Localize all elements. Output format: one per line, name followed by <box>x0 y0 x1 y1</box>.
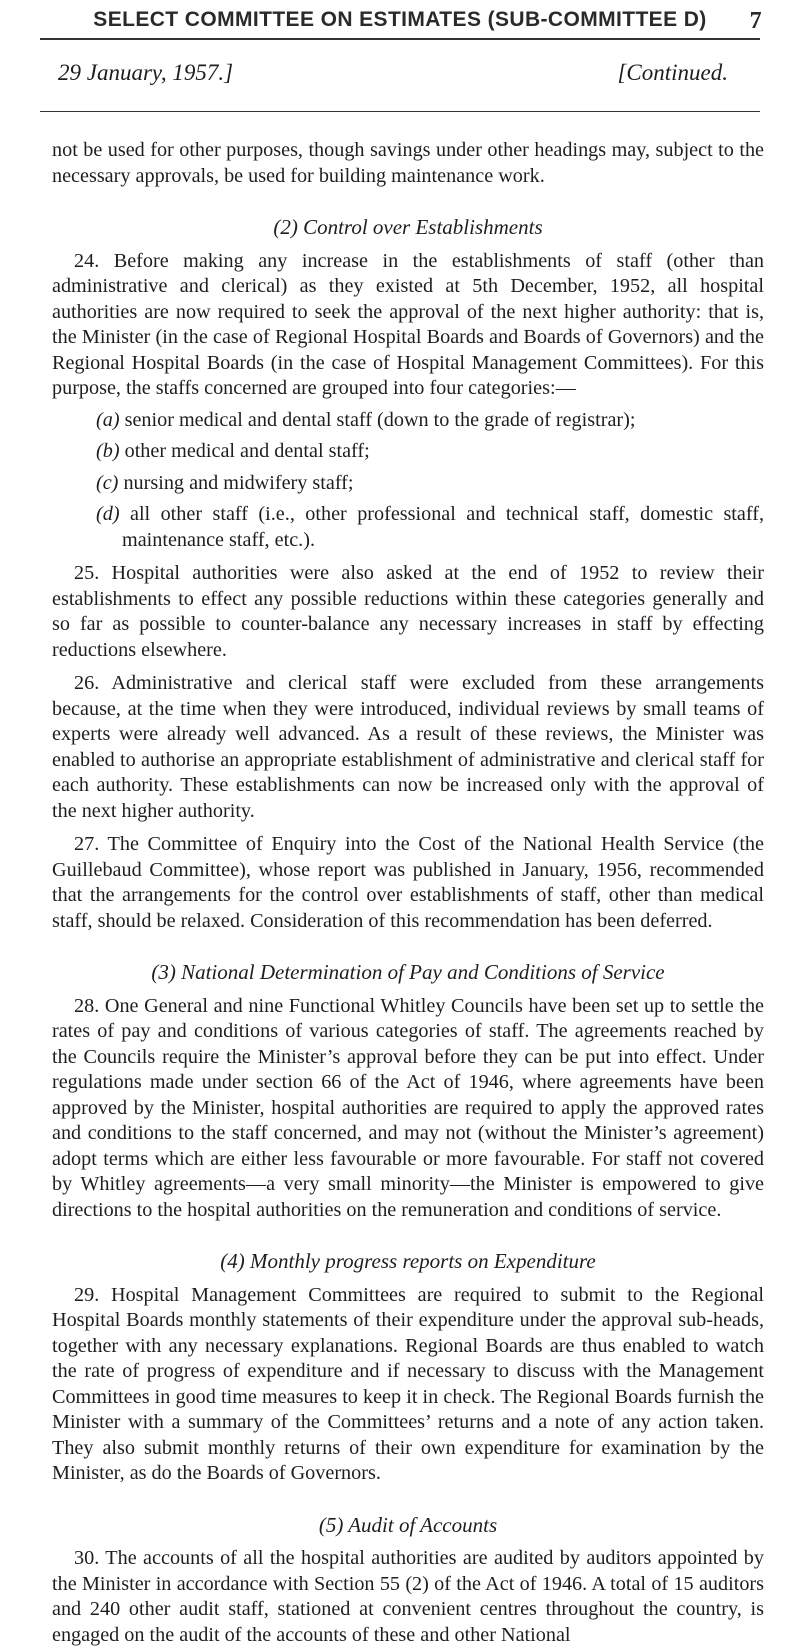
list-item-text: other medical and dental staff; <box>124 440 370 462</box>
list-item-text: all other staff (i.e., other professional and technical staff, domestic staff, maintenance staff, etc.). <box>122 503 765 551</box>
list-item-label: (a) <box>96 408 120 431</box>
document-body <box>52 138 764 1648</box>
paragraph-27: 27. The Committee of Enquiry into the Cost of the National Health Service (the Guillebaud Committee), whose report was published in January, 1956, recommended that the arrangements for the control over establishments of staff, other than medical staff, should be relaxed. Consideration of this recommendation has been deferred. <box>52 833 764 932</box>
list-item-text: senior medical and dental staff (down to the grade of registrar); <box>124 408 636 431</box>
paragraph-29: 29. Hospital Management Committees are required to submit to the Regional Hospital Boards monthly statements of their expenditure under the approval sub-heads, together with any necessary explanations. Regional Boards are thus enabled to watch the rate of progress of expenditure and if necessary to discuss with the Management Committees in good time measures to keep it in check. The Regional Boards furnish the Minister with a summary of the Committees’ returns and a note of any action taken. They also submit monthly returns of their own expenditure for examination by the Minister, as do the Boards of Governors. <box>52 1283 764 1484</box>
section-heading-control-establishments: (2) Control over Establishments <box>273 215 543 239</box>
list-item-label: (c) <box>96 471 119 494</box>
running-head <box>0 8 800 32</box>
continued-label: [Continued. <box>617 60 728 85</box>
list-item <box>52 439 764 465</box>
running-head-title: SELECT COMMITTEE ON ESTIMATES (SUB-COMMITTEE D) <box>93 8 707 31</box>
date-line <box>58 60 758 86</box>
paragraph-26: 26. Administrative and clerical staff were excluded from these arrangements because, at the time when they were introduced, individual reviews by small teams of experts were already well advanced. As a result of these reviews, the Minister was enabled to authorise an appropriate establishment of administrative and clerical staff for each authority. These establishments can now be increased only with the approval of the next higher authority. <box>52 672 764 822</box>
paragraph-30: 30. The accounts of all the hospital authorities are audited by auditors appointed by the Minister in accordance with Section 55 (2) of the Act of 1946. A total of 15 auditors and 240 other audit staff, stationed at convenient centres throughout the country, is engaged on the audit of the accounts of these and other National <box>52 1547 764 1646</box>
header-rule-top <box>40 38 760 40</box>
list-item <box>52 471 764 497</box>
list-item-label: (b) <box>96 440 120 462</box>
section-heading-pay-conditions: (3) National Determination of Pay and Conditions of Service <box>151 960 665 984</box>
list-item <box>52 408 764 434</box>
list-item <box>52 502 764 553</box>
section-heading-audit: (5) Audit of Accounts <box>318 1512 498 1537</box>
page-number: 7 <box>749 8 762 34</box>
paragraph-24: 24. Before making any increase in the establishments of staff (other than administrative and clerical) as they existed at 5th December, 1952, all hospital authorities are now required to seek the approval of the next higher authority: that is, the Minister (in the case of Regional Hospital Boards and Boards of Governors) and the Regional Hospital Boards (in the case of Hospital Management Committees). For this purpose, the staffs concerned are grouped into four categories:— <box>52 249 764 399</box>
intro-paragraph: not be used for other purposes, though savings under other headings may, subject to the necessary approvals, be used for building maintenance work. <box>52 139 764 187</box>
paragraph-28: 28. One General and nine Functional Whitley Councils have been set up to settle the rates of pay and conditions of various categories of staff. The agreements reached by the Councils require the Minister’s approval before they can be put into effect. Under regulations made under section 66 of the Act of 1946, where agreements have been approved by the Minister, hospital authorities are required to apply the approved rates and conditions to the staff concerned, and may not (without the Minister’s agreement) adopt terms which are either less favourable or more favourable. For staff not covered by Whitley agreements—a very small minority—the Minister is empowered to give directions to the hospital authorities on the remuneration and conditions of service. <box>52 994 764 1221</box>
list-item-label: (d) <box>96 503 120 525</box>
sitting-date: 29 January, 1957.] <box>58 60 234 85</box>
staff-categories-list <box>52 408 764 554</box>
section-heading-progress-reports: (4) Monthly progress reports on Expenditure <box>220 1249 596 1273</box>
header-rule-bottom <box>40 111 760 112</box>
paragraph-25: 25. Hospital authorities were also asked at the end of 1952 to review their establishments to effect any possible reductions within these categories generally and so far as possible to counter-balance any necessary increases in staff by effecting reductions elsewhere. <box>52 562 764 661</box>
list-item-text: nursing and midwifery staff; <box>123 471 354 494</box>
